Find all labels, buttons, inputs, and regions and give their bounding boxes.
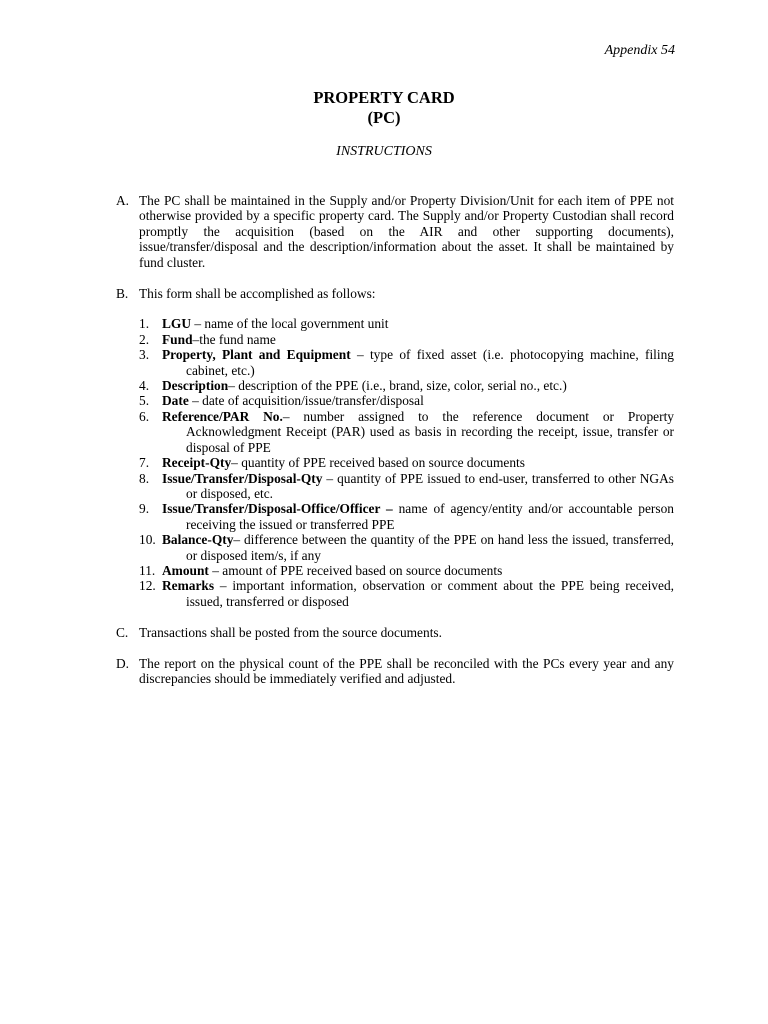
section-b-letter: B.	[116, 285, 129, 301]
item-number: 12.	[139, 578, 156, 594]
appendix-label: Appendix 54	[604, 43, 675, 58]
item-term: LGU	[162, 316, 192, 332]
item-desc: – number assigned to the reference document or Property Acknowledgment Receipt (PAR) used as basis in recording the receipt, issue, transfer or disposal of PPE	[186, 408, 674, 455]
section-b-text: This form shall be accomplished as follows:	[139, 285, 376, 301]
item-term: Date	[162, 393, 189, 409]
item-desc: – name of the local government unit	[191, 316, 389, 332]
item-number: 1.	[139, 316, 150, 332]
list-item	[139, 563, 674, 578]
list-item	[139, 501, 674, 532]
list-item	[139, 578, 674, 609]
item-number: 11.	[139, 562, 156, 578]
item-term: Remarks	[162, 578, 215, 594]
item-term: Amount	[162, 562, 209, 578]
item-desc: – quantity of PPE received based on source documents	[231, 455, 525, 471]
list-item	[139, 332, 674, 347]
list-item	[139, 532, 674, 563]
field-list	[139, 316, 674, 609]
item-desc: – important information, observation or comment about the PPE being received, issued, transferred or disposed	[186, 578, 674, 609]
section-d-text: The report on the physical count of the PPE shall be reconciled with the PCs every year and any discrepancies should be immediately verified and adjusted.	[139, 655, 674, 686]
instructions-body	[116, 193, 674, 686]
item-term: Receipt-Qty	[162, 455, 232, 471]
item-term: Balance-Qty	[162, 532, 234, 548]
section-a-letter: A.	[116, 193, 130, 208]
section-d	[116, 656, 674, 687]
list-item	[139, 316, 674, 331]
page-title	[0, 88, 768, 128]
list-item	[139, 409, 674, 455]
list-item	[139, 455, 674, 470]
item-term: Reference/PAR No.	[162, 408, 283, 424]
spacer	[116, 270, 674, 286]
section-a	[116, 193, 674, 270]
list-item	[139, 347, 674, 378]
item-term: Issue/Transfer/Disposal-Qty	[162, 470, 323, 486]
item-number: 8.	[139, 470, 150, 486]
section-c-letter: C.	[116, 624, 129, 640]
section-a-text: The PC shall be maintained in the Supply and/or Property Division/Unit for each item of PPE not otherwise provided by a specific property card. The Supply and/or Property Custodian shall record promptly the acquisition (based on the AIR and other supporting documents), issue/transfer/disposal and the description/information about the asset. It shall be maintained by fund cluster.	[139, 193, 674, 270]
item-number: 5.	[139, 393, 150, 409]
item-desc: –the fund name	[192, 331, 276, 347]
spacer	[116, 609, 674, 625]
title-line-1: PROPERTY CARD	[313, 88, 455, 107]
instructions-heading: INSTRUCTIONS	[336, 144, 432, 159]
item-desc: – description of the PPE (i.e., brand, size, color, serial no., etc.)	[228, 378, 567, 394]
item-desc: – quantity of PPE issued to end-user, transferred to other NGAs or disposed, etc.	[186, 470, 674, 501]
item-number: 2.	[139, 331, 150, 347]
item-number: 6.	[139, 408, 150, 424]
item-term: Property, Plant and Equipment	[162, 347, 351, 363]
item-desc: name of agency/entity and/or accountable person receiving the issued or transferred PPE	[186, 501, 674, 532]
item-number: 4.	[139, 378, 150, 394]
section-d-letter: D.	[116, 655, 130, 671]
list-item	[139, 378, 674, 393]
item-number: 9.	[139, 501, 150, 517]
item-desc: – date of acquisition/issue/transfer/disposal	[188, 393, 424, 409]
item-term: Fund	[162, 331, 193, 347]
section-c-text: Transactions shall be posted from the source documents.	[139, 624, 442, 640]
item-number: 7.	[139, 455, 150, 471]
item-desc: – amount of PPE received based on source documents	[208, 562, 503, 578]
list-item	[139, 471, 674, 502]
section-b	[116, 286, 674, 610]
item-number: 10.	[139, 532, 156, 548]
list-item	[139, 393, 674, 408]
spacer	[116, 640, 674, 656]
item-desc: – difference between the quantity of the PPE on hand less the issued, transferred, or disposed item/s, if any	[186, 532, 674, 563]
section-c	[116, 625, 674, 640]
item-number: 3.	[139, 347, 150, 363]
item-desc: – type of fixed asset (i.e. photocopying machine, filing cabinet, etc.)	[186, 347, 674, 378]
item-term: Description	[162, 378, 229, 394]
item-term: Issue/Transfer/Disposal-Office/Officer –	[162, 501, 393, 517]
title-line-2: (PC)	[367, 108, 401, 127]
